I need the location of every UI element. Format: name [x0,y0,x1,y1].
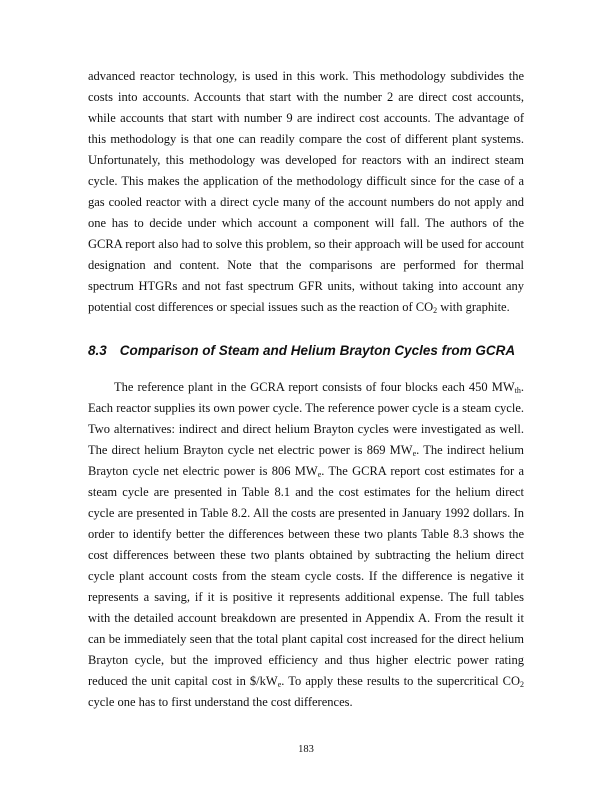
text-run: . Each reactor supplies its own power cycle. The reference power cycle is a steam cycle. Two alternatives: indirect and direct helium Brayton cycles were investigated as well. The direct helium Brayton cycle net electric power is 869 MW [88,380,524,457]
subscript: e [317,470,322,479]
page-number: 183 [298,744,314,755]
paragraph-1 [88,66,524,318]
text-run: advanced reactor technology, is used in this work. This methodology subdivides the costs into accounts. Accounts that start with the number 2 are direct cost accounts, while accounts that start with number 9 are indirect cost accounts. The advantage of this methodology is that one can readily compare the cost of different plant systems. Unfortunately, this methodology was developed for reactors with an indirect steam cycle. This makes the application of the methodology difficult since for the case of a gas cooled reactor with a direct cycle many of the account numbers do not apply and one has to decide under which account a component will fall. The authors of the GCRA report also had to solve this problem, so their approach will be used for account designation and content. Note that the comparisons are performed for thermal spectrum HTGRs and not fast spectrum GFR units, without taking into account any potential cost differences or special issues such as the reaction of CO [88,69,524,314]
section-heading [88,342,524,359]
subscript: th [514,386,521,395]
text-block [88,66,524,713]
section-number: 8.3 [88,343,107,358]
subscript: e [277,680,282,689]
paragraph-2 [88,377,524,713]
text-run: with graphite. [437,300,510,314]
text-run: The reference plant in the GCRA report consists of four blocks each 450 MW [114,380,515,394]
text-run: . The indirect helium Brayton cycle net electric power is 806 MW [88,443,524,478]
subscript: e [412,449,417,458]
subscript: 2 [433,306,438,315]
section-title: Comparison of Steam and Helium Brayton Cycles from GCRA [119,343,516,358]
text-run: . The GCRA report cost estimates for a steam cycle are presented in Table 8.1 and the cost estimates for the helium direct cycle are presented in Table 8.2. All the costs are presented in January 1992 dollars. In order to identify better the differences between these two plants Table 8.3 shows the cost differences between these two plants obtained by subtracting the helium direct cycle plant account costs from the steam cycle costs. If the difference is negative it represents a saving, if it is positive it represents additional expense. The full tables with the detailed account breakdown are presented in Appendix A. From the result it can be immediately seen that the total plant capital cost increased for the direct helium Brayton cycle, but the improved efficiency and thus higher electric power rating reduced the unit capital cost in $/kW [88,464,524,688]
subscript: 2 [520,680,525,689]
text-run: . To apply these results to the supercritical CO [281,674,521,688]
text-run: cycle one has to first understand the cost differences. [88,695,353,709]
